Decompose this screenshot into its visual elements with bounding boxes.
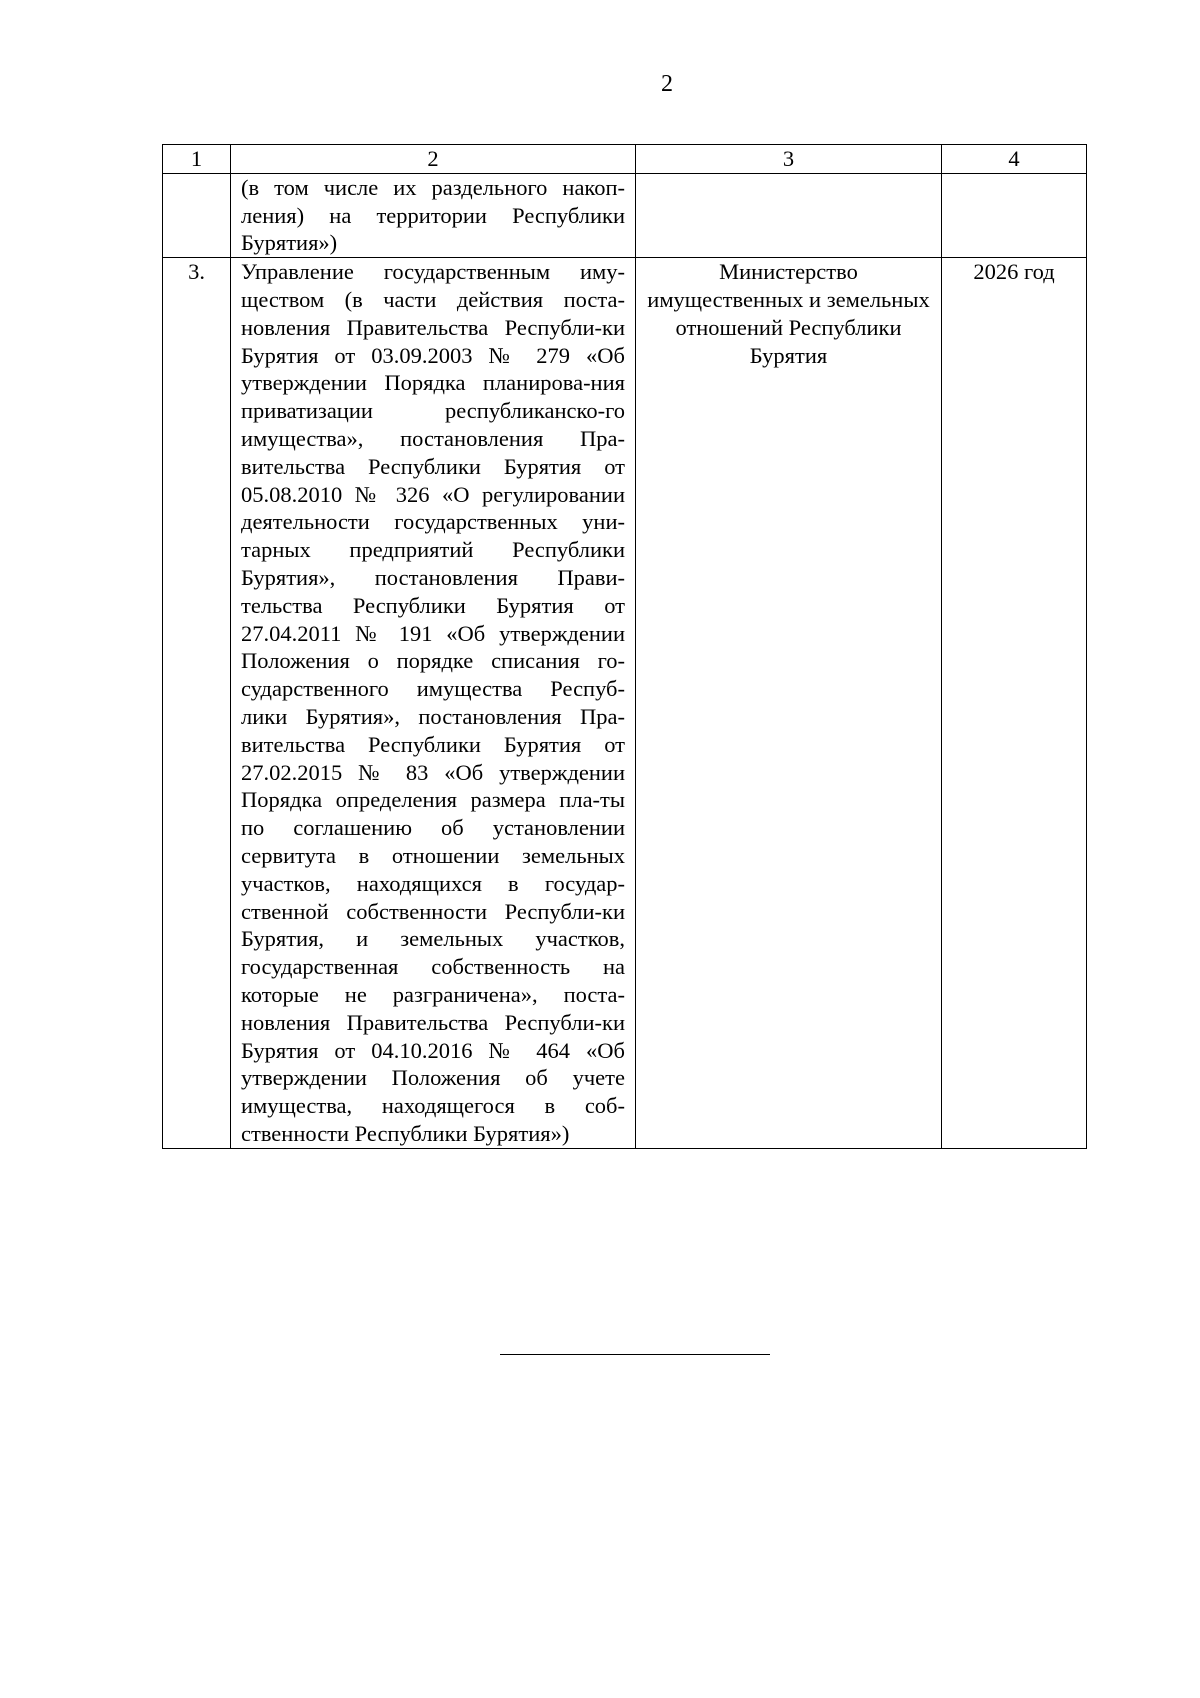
row-responsible-cell — [636, 173, 942, 257]
column-number-1: 1 — [163, 145, 231, 174]
closing-rule — [500, 1354, 770, 1355]
row-deadline-cell: 2026 год — [942, 258, 1087, 1149]
row-number-cell: 3. — [163, 258, 231, 1149]
column-number-4: 4 — [942, 145, 1087, 174]
document-table — [162, 144, 1087, 1149]
row-description-cell: (в том числе их раздельного накоп-ления) на территории Республики Бурятия») — [231, 173, 636, 257]
column-number-3: 3 — [636, 145, 942, 174]
page-number: 2 — [661, 71, 673, 97]
table-row — [163, 173, 1087, 257]
row-deadline-cell — [942, 173, 1087, 257]
column-number-2: 2 — [231, 145, 636, 174]
row-number-cell — [163, 173, 231, 257]
table-row — [163, 258, 1087, 1149]
row-description-cell: Управление государственным иму-ществом (в части действия поста-новления Правительства Республи-ки Бурятия от 03.09.2003 № 279 «Об утверждении Порядка планирова-ния приватизации республиканско-го имущества», постановления Пра-вительства Республики Бурятия от 05.08.2010 № 326 «О регулировании деятельности государственных уни-тарных предприятий Республики Бурятия», постановления Прави-тельства Республики Бурятия от 27.04.2011 № 191 «Об утверждении Положения о порядке списания го-сударственного имущества Респуб-лики Бурятия», постановления Пра-вительства Республики Бурятия от 27.02.2015 № 83 «Об утверждении Порядка определения размера пла-ты по соглашению об установлении сервитута в отношении земельных участков, находящихся в государ-ственной собственности Республи-ки Бурятия, и земельных участков, государственная собственность на которые не разграничена», поста-новления Правительства Республи-ки Бурятия от 04.10.2016 № 464 «Об утверждении Положения об учете имущества, находящегося в соб-ственности Республики Бурятия») — [231, 258, 636, 1149]
row-responsible-cell: Министерство имущественных и земельных отношений Республики Бурятия — [636, 258, 942, 1149]
table-header-row — [163, 145, 1087, 174]
